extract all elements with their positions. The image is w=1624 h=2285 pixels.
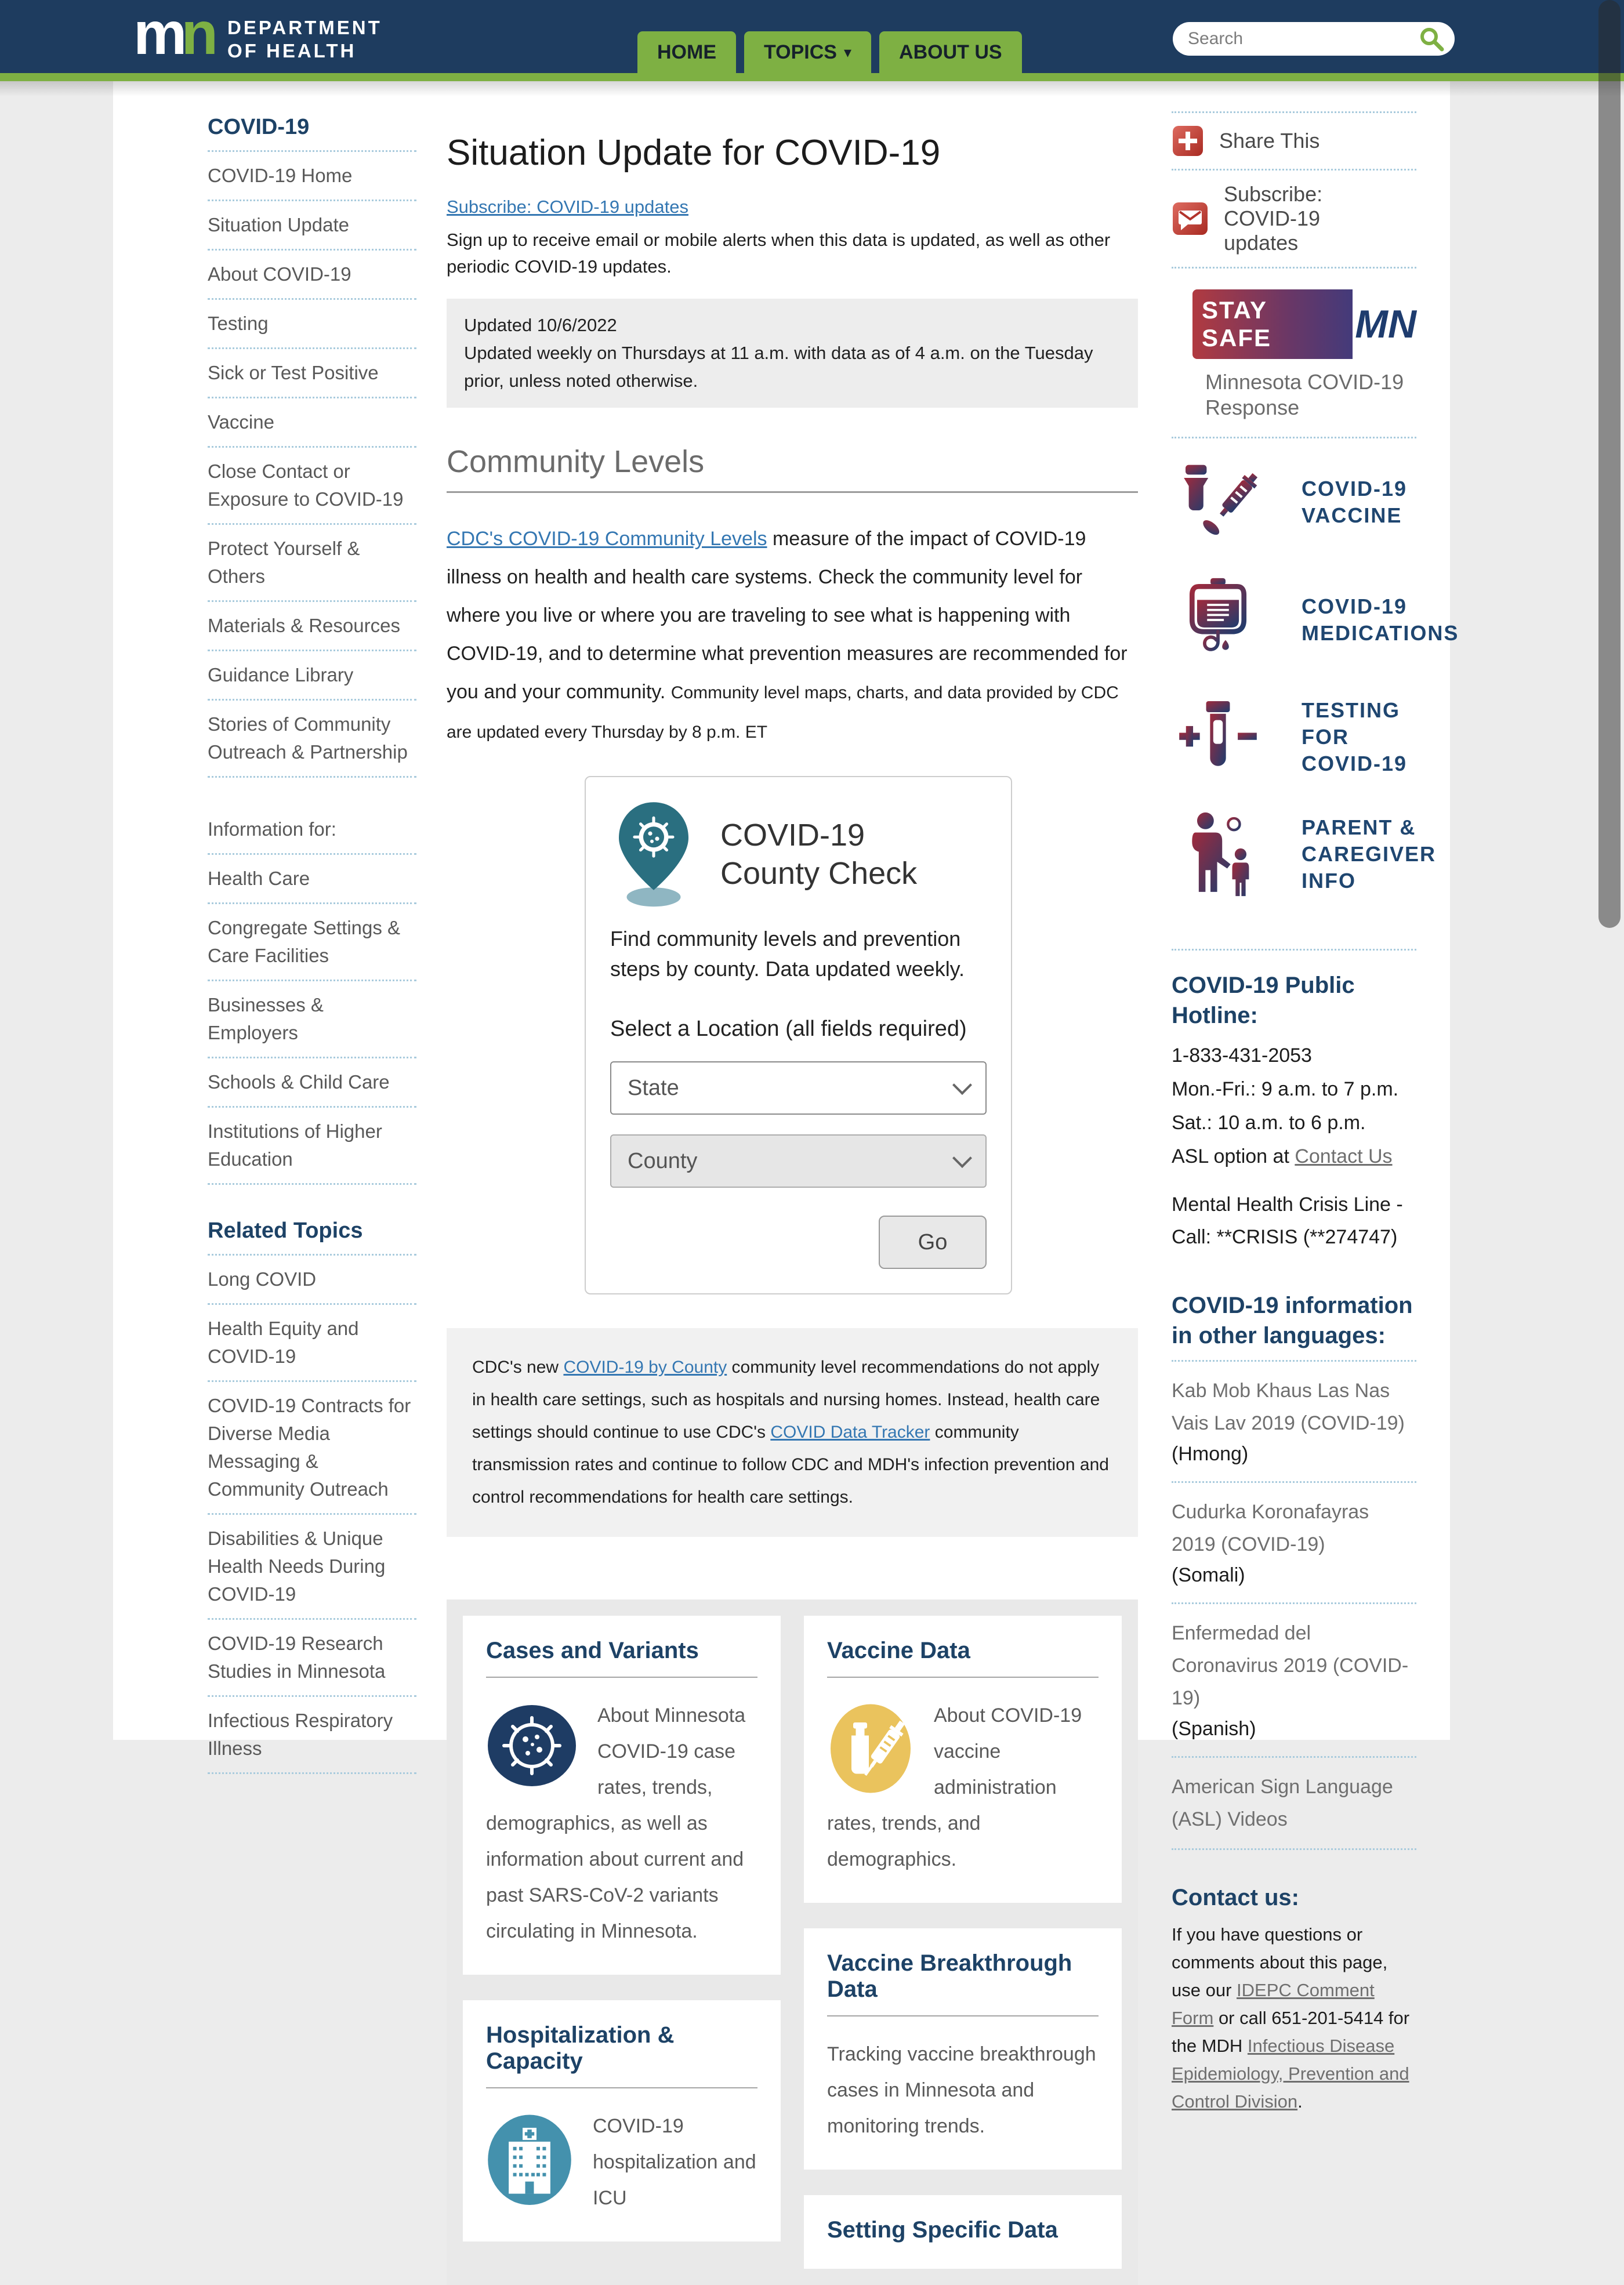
- sidebar-item-businesses-employers[interactable]: Businesses & Employers: [208, 981, 416, 1058]
- county-check-card: [585, 776, 1012, 1294]
- county-check-title: COVID-19 County Check: [720, 817, 918, 891]
- cards-right-column: [804, 1616, 1122, 2269]
- search-icon[interactable]: [1419, 26, 1444, 52]
- cdc-note-text: community transmission rates and continue to follow CDC and MDH's infection prevention and control recommendations for health care settings.: [472, 1423, 1109, 1507]
- language-item-somali: [1172, 1483, 1416, 1604]
- idepc-comment-form-link[interactable]: IDEPC Comment Form: [1172, 1980, 1375, 2028]
- sidebar-item-stories-outreach[interactable]: Stories of Community Outreach & Partnership: [208, 701, 416, 778]
- sidebar-item-sick-or-test-positive[interactable]: Sick or Test Positive: [208, 349, 416, 398]
- hmong-label: (Hmong): [1172, 1443, 1249, 1465]
- right-sidebar: [1172, 111, 1459, 2116]
- vaccine-data-title: Vaccine Data: [827, 1638, 1099, 1678]
- hotline-hours-weekday: Mon.-Fri.: 9 a.m. to 7 p.m.: [1172, 1078, 1399, 1100]
- public-hotline-section: [1172, 949, 1416, 1253]
- somali-label: (Somali): [1172, 1564, 1245, 1586]
- hospitalization-capacity-title: Hospitalization & Capacity: [486, 2022, 757, 2088]
- sidebar-item-close-contact[interactable]: Close Contact or Exposure to COVID-19: [208, 448, 416, 525]
- spanish-label: (Spanish): [1172, 1718, 1256, 1740]
- accent-strip: [0, 73, 1624, 81]
- share-plus-icon: [1172, 125, 1204, 157]
- sidebar-item-higher-education[interactable]: Institutions of Higher Education: [208, 1108, 416, 1185]
- virus-icon: [486, 1703, 578, 1788]
- community-levels-heading: Community Levels: [447, 444, 1138, 493]
- search-box: [1173, 22, 1455, 56]
- spanish-link[interactable]: Enfermedad del Coronavirus 2019 (COVID-19): [1172, 1622, 1409, 1709]
- county-check-pin-icon: [610, 800, 697, 908]
- mdh-logo[interactable]: [133, 0, 382, 67]
- sidebar-item-about-covid19[interactable]: About COVID-19: [208, 251, 416, 300]
- share-this-label: Share This: [1219, 129, 1320, 153]
- main-content: [447, 132, 1138, 2285]
- sidebar-item-covid19-home[interactable]: COVID-19 Home: [208, 152, 416, 201]
- cdc-note-box: [447, 1328, 1138, 1537]
- primary-nav: [637, 31, 1022, 73]
- asl-videos-link[interactable]: American Sign Language (ASL) Videos: [1172, 1776, 1393, 1830]
- covid-left-nav: [208, 109, 416, 1774]
- hospitalization-capacity-card[interactable]: [463, 2000, 781, 2242]
- test-tube-icon: [1174, 699, 1262, 775]
- cdc-note-text: community level recommendations do not apply in health care settings, such as hospitals and nursing homes. Instead, health care settings should continue to use CDC's: [472, 1358, 1100, 1442]
- sidebar-item-materials-resources[interactable]: Materials & Resources: [208, 602, 416, 651]
- vaccine-breakthrough-card[interactable]: [804, 1928, 1122, 2170]
- nav-tab-home[interactable]: HOME: [637, 31, 736, 73]
- sidebar-item-infectious-respiratory[interactable]: Infectious Respiratory Illness: [208, 1697, 416, 1774]
- mn-wordmark: MN: [1355, 302, 1416, 346]
- hotline-phone[interactable]: 1-833-431-2053: [1172, 1044, 1312, 1067]
- language-item-hmong: [1172, 1362, 1416, 1483]
- hmong-link[interactable]: Kab Mob Khaus Las Nas Vais Lav 2019 (COVID-19): [1172, 1380, 1405, 1434]
- cases-and-variants-text: About Minnesota COVID-19 case rates, trends, demographics, as well as information about current and past SARS-CoV-2 variants circulating in Minnesota.: [486, 1704, 746, 1942]
- quicklink-parent-caregiver-info[interactable]: [1172, 811, 1437, 898]
- updated-schedule: Updated weekly on Thursdays at 11 a.m. with data as of 4 a.m. on the Tuesday prior, unless noted otherwise.: [464, 343, 1093, 391]
- nav-tab-about-us[interactable]: ABOUT US: [879, 31, 1022, 73]
- subscribe-covid-updates[interactable]: [1172, 171, 1416, 269]
- other-languages-section: [1172, 1290, 1416, 1850]
- share-this[interactable]: [1172, 111, 1416, 171]
- sidebar-item-testing[interactable]: Testing: [208, 300, 416, 349]
- contact-us-section: [1172, 1883, 1416, 2116]
- quicklink-parent-caregiver-info-label: PARENT & CAREGIVER INFO: [1302, 815, 1437, 893]
- stay-safe-mn-block[interactable]: [1172, 269, 1416, 438]
- stay-safe-caption: Minnesota COVID-19 Response: [1205, 370, 1404, 419]
- hotline-asl-line: ASL option at Contact Us: [1172, 1145, 1393, 1167]
- sidebar-item-vaccine[interactable]: Vaccine: [208, 398, 416, 448]
- cards-left-column: [463, 1616, 781, 2269]
- contact-us-link[interactable]: Contact Us: [1295, 1145, 1393, 1167]
- state-select[interactable]: State: [610, 1061, 987, 1115]
- sidebar-item-health-care[interactable]: Health Care: [208, 855, 416, 904]
- quicklink-icons: [1172, 438, 1459, 949]
- vaccine-breakthrough-title: Vaccine Breakthrough Data: [827, 1950, 1099, 2016]
- sidebar-item-disabilities-health-needs[interactable]: Disabilities & Unique Health Needs During COVID-19: [208, 1515, 416, 1620]
- setting-specific-data-card[interactable]: [804, 2195, 1122, 2269]
- quicklink-covid19-vaccine[interactable]: [1172, 462, 1416, 543]
- covid19-by-county-link[interactable]: COVID-19 by County: [563, 1358, 727, 1377]
- chevron-down-icon: [952, 1075, 972, 1095]
- sidebar-item-covid19-contracts[interactable]: COVID-19 Contracts for Diverse Media Messaging & Community Outreach: [208, 1382, 416, 1515]
- contact-us-heading: Contact us:: [1172, 1885, 1299, 1910]
- quicklink-testing-for-covid19[interactable]: [1172, 697, 1416, 777]
- language-item-asl: [1172, 1758, 1416, 1850]
- county-check-description: Find community levels and prevention steps by county. Data updated weekly.: [610, 927, 965, 981]
- page-title: Situation Update for COVID-19: [447, 133, 941, 173]
- sidebar-item-congregate-settings[interactable]: Congregate Settings & Care Facilities: [208, 904, 416, 981]
- hospital-icon: [486, 2114, 573, 2207]
- idepc-division-link[interactable]: Infectious Disease Epidemiology, Prevention and Control Division: [1172, 2036, 1409, 2112]
- vaccine-syringe-icon: [827, 1703, 914, 1794]
- header-bar: [0, 0, 1624, 73]
- cases-and-variants-title: Cases and Variants: [486, 1638, 757, 1678]
- quicklink-covid19-medications-label: COVID-19 MEDICATIONS: [1302, 594, 1459, 645]
- search-input[interactable]: [1188, 29, 1419, 49]
- chevron-down-icon: [952, 1148, 972, 1168]
- subscribe-covid-updates-label: Subscribe: COVID-19 updates: [1224, 182, 1323, 255]
- select-location-label: Select a Location (all fields required): [610, 1017, 967, 1041]
- hospitalization-capacity-text: COVID-19 hospitalization and ICU: [593, 2115, 756, 2209]
- community-levels-text: measure of the impact of COVID-19 illness on health and health care systems. Check the community level for where you live or where you are traveling to see what is happening with COVID-19, and to determine what prevention measures are recommended for you and your community.: [447, 528, 1128, 703]
- email-subscribe-icon: [1172, 200, 1209, 237]
- community-levels-note: Community level maps, charts, and data provided by CDC are updated every Thursday by 8 p.m. ET: [447, 683, 1119, 742]
- quicklink-covid19-vaccine-label: COVID-19 VACCINE: [1302, 477, 1408, 527]
- hotline-hours-saturday: Sat.: 10 a.m. to 6 p.m.: [1172, 1112, 1366, 1134]
- sidebar-item-situation-update[interactable]: Situation Update: [208, 201, 416, 251]
- vaccine-data-text: About COVID-19 vaccine administration rates, trends, and demographics.: [827, 1704, 1082, 1870]
- setting-specific-data-title: Setting Specific Data: [827, 2217, 1058, 2243]
- county-select[interactable]: County: [610, 1134, 987, 1188]
- iv-bag-icon: [1180, 576, 1256, 663]
- sidebar-heading-information-for: Information for:: [208, 806, 416, 855]
- public-hotline-heading: COVID-19 Public Hotline:: [1172, 973, 1355, 1028]
- nav-tab-topics[interactable]: TOPICS ▾: [744, 31, 871, 73]
- updated-info-box: [447, 299, 1138, 408]
- chevron-down-icon: ▾: [843, 43, 852, 61]
- scrollbar-thumb[interactable]: [1598, 0, 1621, 928]
- go-button[interactable]: Go: [879, 1216, 987, 1269]
- parent-caregiver-icon: [1180, 811, 1256, 898]
- stay-safe-wordmark: STAY SAFE: [1192, 289, 1353, 359]
- covid-data-tracker-link[interactable]: COVID Data Tracker: [770, 1423, 930, 1442]
- quicklink-covid19-medications[interactable]: [1172, 576, 1459, 663]
- quicklink-testing-for-covid19-label: TESTING FOR COVID-19: [1302, 698, 1408, 775]
- cdc-community-levels-link[interactable]: CDC's COVID-19 Community Levels: [447, 528, 767, 550]
- dept-of-health-wordmark: DEPARTMENT OF HEALTH: [227, 17, 382, 61]
- subscribe-description: Sign up to receive email or mobile alerts when this data is updated, as well as other periodic COVID-19 updates.: [447, 230, 1111, 277]
- sidebar-heading-related-topics: Related Topics: [208, 1213, 416, 1256]
- sidebar-item-guidance-library[interactable]: Guidance Library: [208, 651, 416, 701]
- data-cards-section: [447, 1600, 1138, 2285]
- cdc-note-text: CDC's new: [472, 1358, 564, 1377]
- mental-health-crisis-line: Mental Health Crisis Line - Call: **CRISIS (**274747): [1172, 1194, 1403, 1248]
- language-item-spanish: [1172, 1604, 1416, 1758]
- cases-and-variants-card[interactable]: [463, 1616, 781, 1975]
- sidebar-item-protect-yourself[interactable]: Protect Yourself & Others: [208, 525, 416, 602]
- vaccine-data-card[interactable]: [804, 1616, 1122, 1903]
- vaccine-breakthrough-text: Tracking vaccine breakthrough cases in Minnesota and monitoring trends.: [827, 2043, 1096, 2137]
- community-levels-paragraph: [447, 520, 1138, 752]
- sidebar-item-long-covid[interactable]: Long COVID: [208, 1256, 416, 1305]
- sidebar-item-research-studies[interactable]: COVID-19 Research Studies in Minnesota: [208, 1620, 416, 1697]
- sidebar-item-health-equity[interactable]: Health Equity and COVID-19: [208, 1305, 416, 1382]
- vaccine-vial-syringe-icon: [1177, 462, 1259, 543]
- subscribe-updates-link[interactable]: Subscribe: COVID-19 updates: [447, 197, 688, 217]
- updated-date: Updated 10/6/2022: [464, 315, 617, 335]
- contact-us-paragraph: If you have questions or comments about this page, use our IDEPC Comment Form or call 651-201-5414 for the MDH Infectious Disease Epidemiology, Prevention and Control Division.: [1172, 1924, 1410, 2112]
- somali-link[interactable]: Cudurka Koronafayras 2019 (COVID-19): [1172, 1501, 1369, 1555]
- mn-logo-icon: mn: [133, 0, 213, 67]
- sidebar-heading-covid19[interactable]: COVID-19: [208, 109, 416, 152]
- stay-safe-mn-logo: [1192, 289, 1416, 359]
- other-languages-heading: COVID-19 information in other languages:: [1172, 1290, 1416, 1362]
- sidebar-item-schools-child-care[interactable]: Schools & Child Care: [208, 1058, 416, 1108]
